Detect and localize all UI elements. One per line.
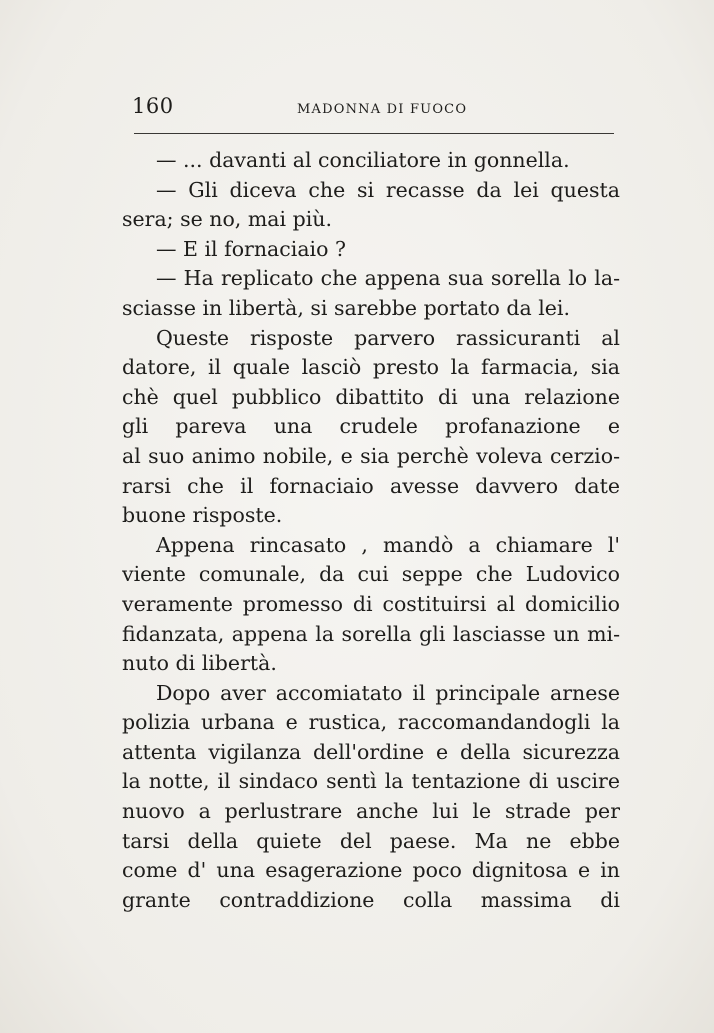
text-line: nuto di libertà.	[122, 651, 277, 676]
text-line: — Gli diceva che si recasse da lei questa	[156, 177, 620, 202]
text-line: tarsi della quiete del paese. Ma ne ebbe	[122, 828, 620, 853]
text-line: rarsi che il fornaciaio avesse davvero date	[122, 473, 620, 498]
text-line: come d' una esagerazione poco dignitosa e in	[122, 858, 620, 883]
text-line: grante contraddizione colla massima di	[122, 887, 620, 912]
text-line: datore, il quale lasciò presto la farmacia, sia	[122, 355, 620, 380]
page-number: 160	[132, 94, 174, 118]
body-text	[122, 146, 620, 915]
text-line: attenta vigilanza dell'ordine e della sicurezza	[122, 739, 620, 764]
text-line: buone risposte.	[122, 503, 283, 528]
text-line: gli pareva una crudele profanazione e	[122, 414, 620, 439]
text-line: — E il fornaciaio ?	[156, 236, 346, 261]
page-header	[132, 92, 612, 124]
text-line: — ... davanti al conciliatore in gonnella.	[156, 148, 570, 172]
text-line: Queste risposte parvero rassicuranti al	[156, 325, 620, 350]
text-line: veramente promesso di costituirsi al domicilio	[122, 591, 620, 616]
text-line: fidanzata, appena la sorella gli lasciasse un mi-	[122, 621, 620, 646]
text-line: al suo animo nobile, e sia perchè voleva cerzio-	[122, 443, 620, 468]
text-line: polizia urbana e rustica, raccomandandogli la	[122, 710, 620, 735]
running-title: MADONNA DI FUOCO	[297, 102, 468, 117]
text-line: chè quel pubblico dibattito di una relazione	[122, 384, 620, 409]
text-line: — Ha replicato che appena sua sorella lo la-	[156, 266, 620, 291]
text-line: nuovo a perlustrare anche lui le strade per	[122, 799, 620, 824]
text-line: sciasse in libertà, si sarebbe portato da lei.	[122, 295, 571, 320]
text-line: Appena rincasato , mandò a chiamare l'	[156, 532, 620, 557]
text-line: sera; se no, mai più.	[122, 207, 332, 232]
text-line: la notte, il sindaco sentì la tentazione di uscire	[122, 769, 620, 794]
text-line: Dopo aver accomiatato il principale arnese	[156, 680, 620, 705]
text-line: viente comunale, da cui seppe che Ludovico	[122, 562, 620, 587]
header-rule	[134, 133, 614, 134]
